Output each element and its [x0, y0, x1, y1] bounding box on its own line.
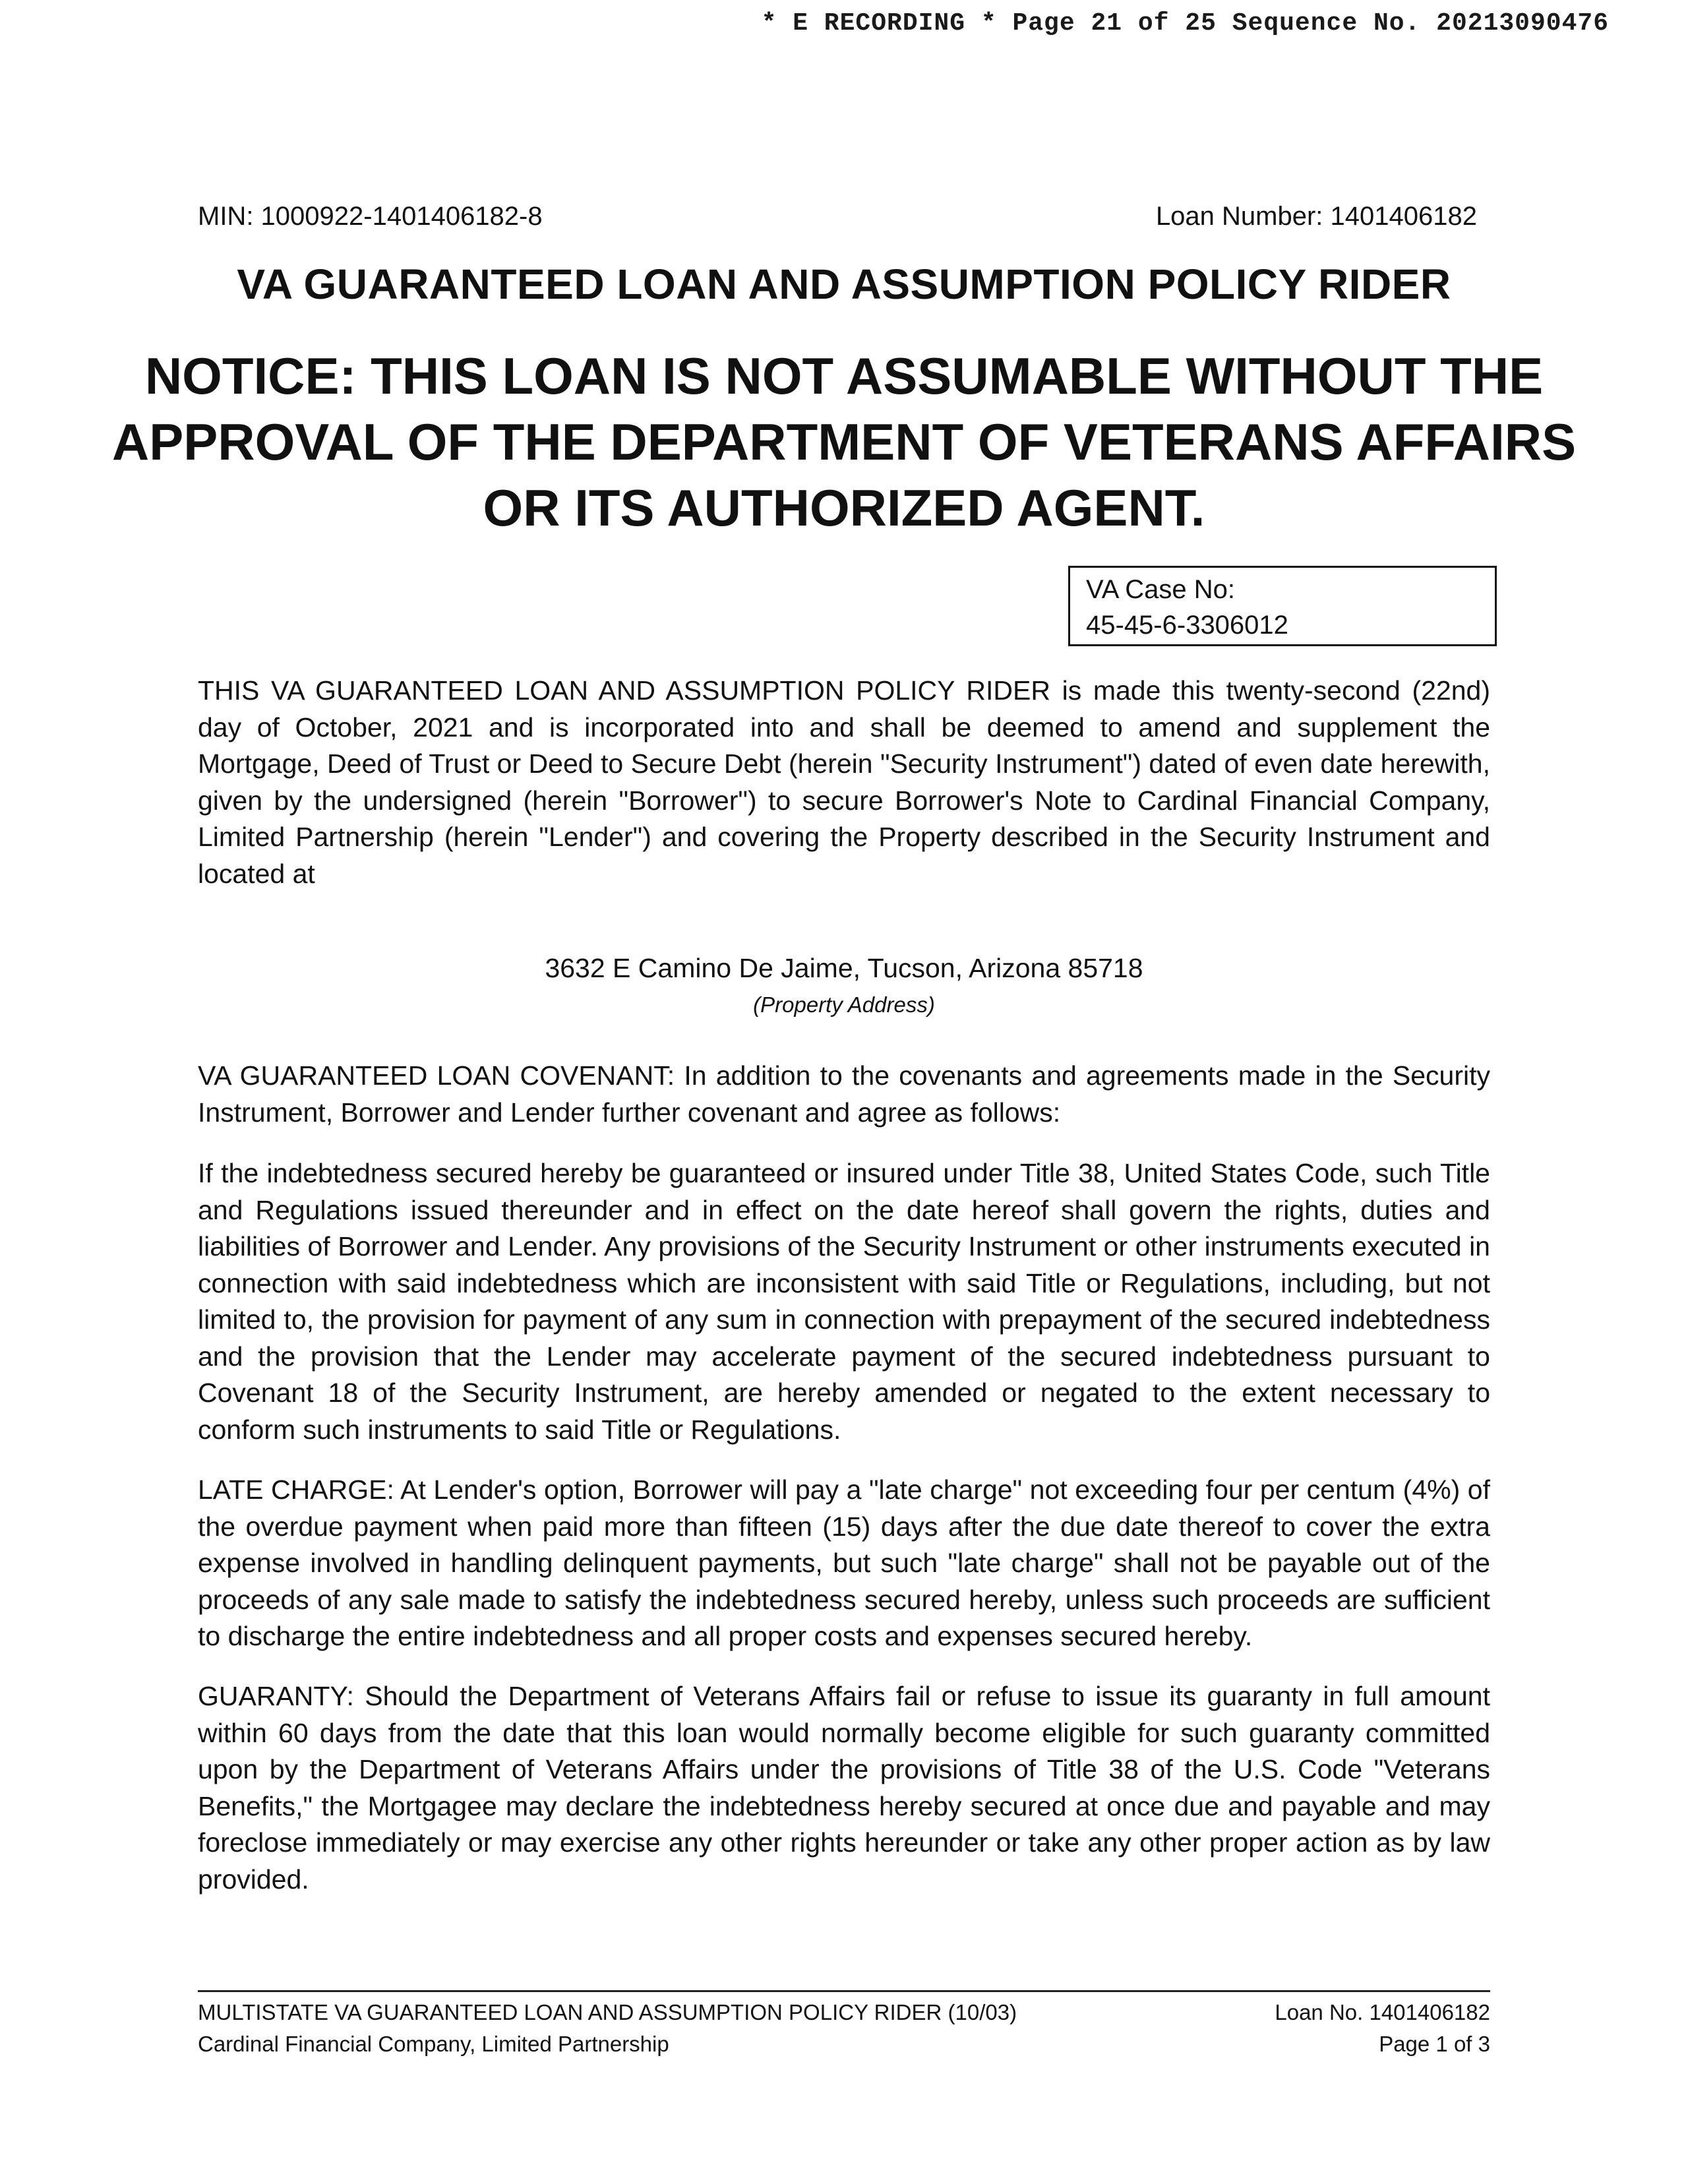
- intro-paragraph: THIS VA GUARANTEED LOAN AND ASSUMPTION POLICY RIDER is made this twenty-second (22nd) day of October, 2021 and is incorporated into and shall be deemed to amend and supplement the Mortgage, Deed of Trust or Deed to Secure Debt (herein "Security Instrument") dated of even date herewith, given by the undersigned (herein "Borrower") to secure Borrower's Note to Cardinal Financial Company, Limited Partnership (herein "Lender") and covering the Property described in the Security Instrument and located at: [198, 675, 1490, 889]
- late-charge-paragraph: LATE CHARGE: At Lender's option, Borrower will pay a "late charge" not exceeding four per centum (4%) of the overdue payment when paid more than fifteen (15) days after the due date thereof to cover the extra expense involved in handling delinquent payments, but such "late charge" shall not be payable out of the proceeds of any sale made to satisfy the indebtedness secured hereby, unless such proceeds are sufficient to discharge the entire indebtedness and all proper costs and expenses secured hereby.: [198, 1474, 1490, 1651]
- covenant-body-paragraph: If the indebtedness secured hereby be guaranteed or insured under Title 38, United States Code, such Title and Regulations issued thereunder and in effect on the date hereof shall govern the rights, duties and liabilities of Borrower and Lender. Any provisions of the Security Instrument or other instruments executed in connection with said indebtedness which are inconsistent with said Title or Regulations, including, but not limited to, the provision for payment of any sum in connection with prepayment of the secured indebtedness and the provision that the Lender may accelerate payment of the secured indebtedness pursuant to Covenant 18 of the Security Instrument, are hereby amended or negated to the extent necessary to conform such instruments to said Title or Regulations.: [198, 1158, 1490, 1445]
- assumability-notice: [0, 343, 1688, 541]
- notice-line: OR ITS AUTHORIZED AGENT.: [483, 479, 1205, 537]
- property-address-label: (Property Address): [753, 992, 935, 1017]
- footer-form-name: MULTISTATE VA GUARANTEED LOAN AND ASSUMPTION POLICY RIDER (10/03): [198, 2000, 1017, 2024]
- footer-right: [1275, 1997, 1490, 2060]
- footer-left: [198, 1997, 1017, 2060]
- notice-line: APPROVAL OF THE DEPARTMENT OF VETERANS AFFAIRS: [111, 413, 1577, 471]
- min-number: MIN: 1000922-1401406182-8: [198, 202, 543, 231]
- footer-page-number: Page 1 of 3: [1379, 2032, 1490, 2056]
- va-case-number: 45-45-6-3306012: [1086, 611, 1288, 640]
- covenant-intro-paragraph: VA GUARANTEED LOAN COVENANT: In addition to the covenants and agreements made in the Security Instrument, Borrower and Lender further covenant and agree as follows:: [198, 1060, 1490, 1128]
- recording-stamp: * E RECORDING * Page 21 of 25 Sequence No. 20213090476: [761, 9, 1609, 38]
- va-case-box: [1068, 566, 1497, 646]
- footer-company: Cardinal Financial Company, Limited Partnership: [198, 2032, 669, 2056]
- property-address: 3632 E Camino De Jaime, Tucson, Arizona 85718: [545, 953, 1143, 983]
- document-title: VA GUARANTEED LOAN AND ASSUMPTION POLICY RIDER: [237, 260, 1451, 308]
- footer-loan-number: Loan No. 1401406182: [1275, 2000, 1490, 2024]
- notice-line: NOTICE: THIS LOAN IS NOT ASSUMABLE WITHOUT THE: [144, 347, 1544, 405]
- loan-number: Loan Number: 1401406182: [1155, 202, 1477, 231]
- va-case-label: VA Case No:: [1086, 575, 1236, 604]
- footer-divider: [198, 1990, 1490, 1992]
- guaranty-paragraph: GUARANTY: Should the Department of Veterans Affairs fail or refuse to issue its guaranty in full amount within 60 days from the date that this loan would normally become eligible for such guaranty committed upon by the Department of Veterans Affairs under the provisions of Title 38 of the U.S. Code "Veterans Benefits," the Mortgagee may declare the indebtedness hereby secured at once due and payable and may foreclose immediately or may exercise any other rights hereunder or take any other proper action as by law provided.: [198, 1681, 1490, 1895]
